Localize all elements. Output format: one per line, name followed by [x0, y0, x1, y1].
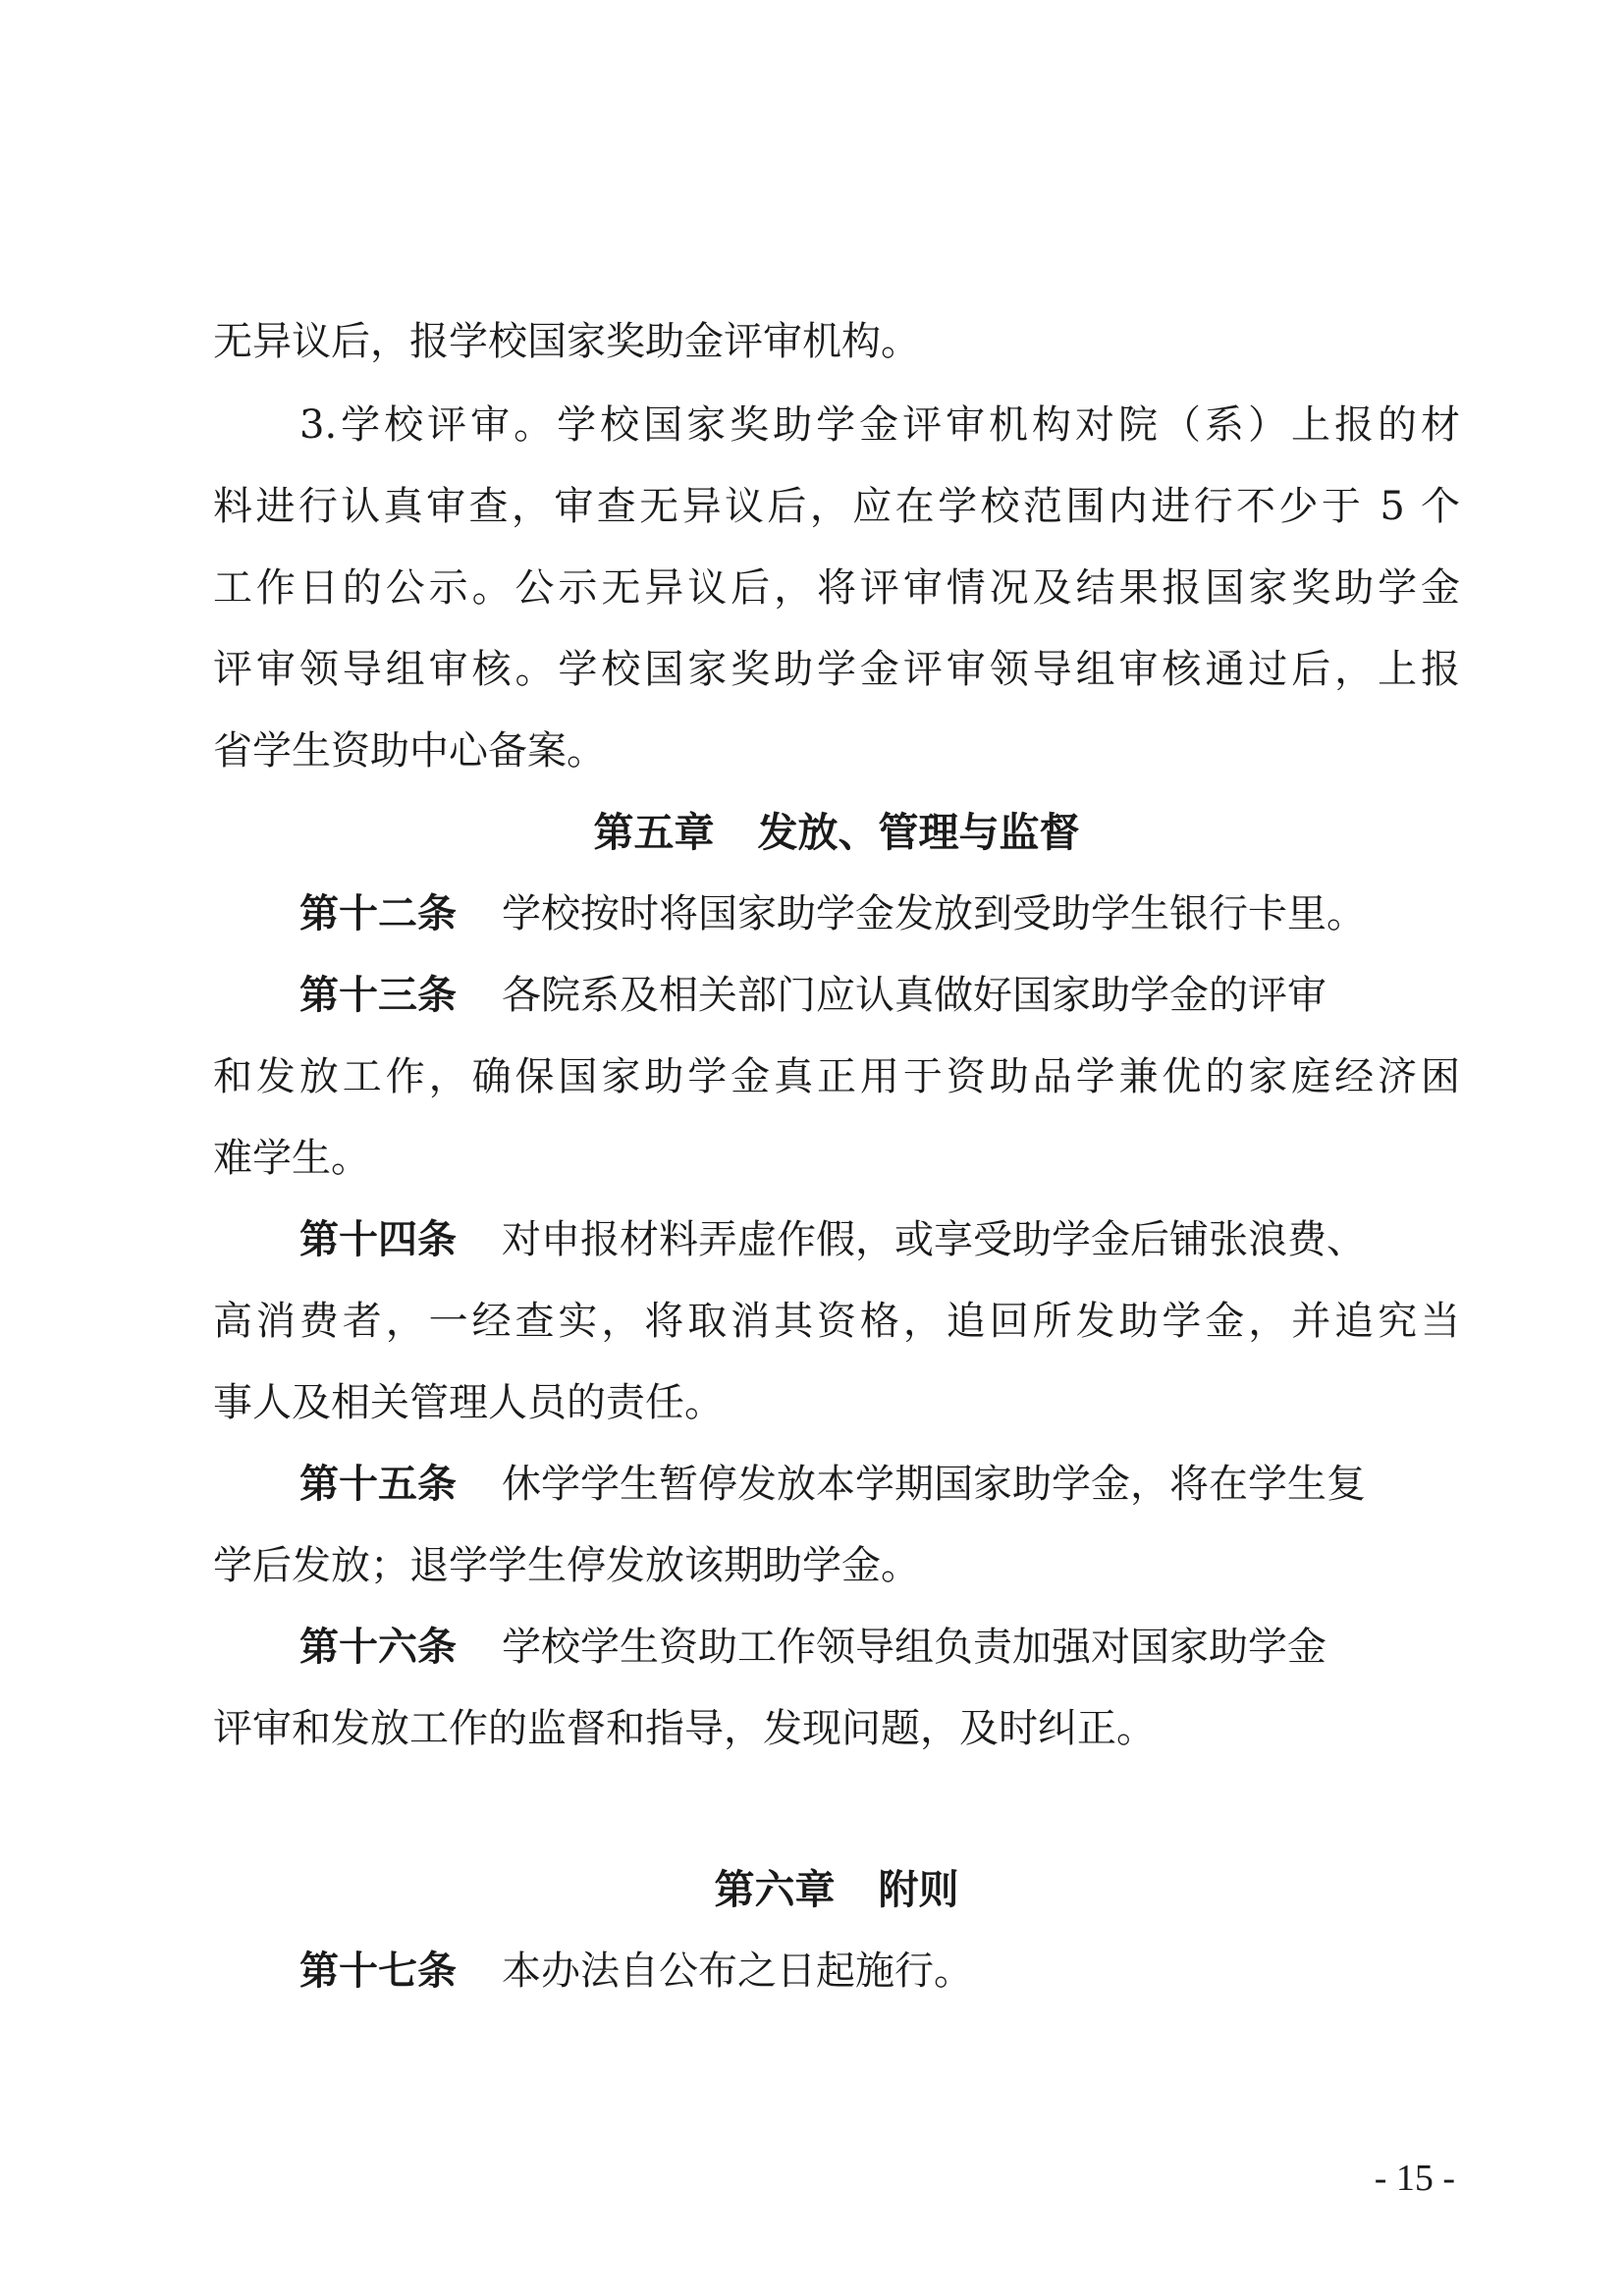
article-12 [213, 873, 1460, 955]
paragraph-line: 料进行认真审查，审查无异议后，应在学校范围内进行不少于 5 个 [213, 484, 1460, 529]
article-number: 第十二条 [299, 891, 457, 936]
article-17 [213, 1930, 1460, 2012]
article-text: 学校按时将国家助学金发放到受助学生银行卡里。 [502, 891, 1366, 936]
paragraph-line: 3.学校评审。学校国家奖助学金评审机构对院（系）上报的材 [299, 402, 1460, 448]
paragraph-line: 学后发放；退学学生停发放该期助学金。 [213, 1543, 920, 1588]
paragraph-line: 事人及相关管理人员的责任。 [213, 1380, 724, 1425]
chapter-heading [213, 791, 1460, 874]
article-13 [213, 954, 1460, 1037]
article-text: 各院系及相关部门应认真做好国家助学金的评审 [502, 973, 1326, 1018]
paragraph-line: 工作日的公示。公示无异议后，将评审情况及结果报国家奖助学金 [213, 565, 1460, 611]
article-number: 第十六条 [299, 1625, 457, 1670]
article-number: 第十三条 [299, 973, 457, 1018]
article-number: 第十五条 [299, 1462, 457, 1507]
paragraph-line: 省学生资助中心备案。 [213, 728, 606, 774]
article-text: 本办法自公布之日起施行。 [502, 1949, 973, 1994]
paragraph-line: 难学生。 [213, 1136, 370, 1181]
chapter-title: 发放、管理与监督 [757, 809, 1080, 856]
chapter-heading [213, 1848, 1460, 1931]
page-number: - 15 - [1374, 2158, 1455, 2199]
article-text: 学校学生资助工作领导组负责加强对国家助学金 [502, 1625, 1326, 1670]
article-16 [213, 1606, 1460, 1688]
chapter-number: 第六章 [714, 1866, 836, 1913]
article-number: 第十四条 [299, 1217, 457, 1262]
paragraph-line: 和发放工作，确保国家助学金真正用于资助品学兼优的家庭经济困 [213, 1054, 1460, 1099]
chapter-title: 附则 [878, 1866, 959, 1913]
article-text: 休学学生暂停发放本学期国家助学金，将在学生复 [502, 1462, 1366, 1507]
paragraph-line: 高消费者，一经查实，将取消其资格，追回所发助学金，并追究当 [213, 1299, 1460, 1344]
article-number: 第十七条 [299, 1949, 457, 1994]
article-text: 对申报材料弄虚作假，或享受助学金后铺张浪费、 [502, 1217, 1366, 1262]
article-15 [213, 1443, 1460, 1525]
chapter-number: 第五章 [593, 809, 715, 856]
article-14 [213, 1199, 1460, 1281]
paragraph-line: 无异议后，报学校国家奖助金评审机构。 [213, 319, 920, 364]
paragraph-line: 评审领导组审核。学校国家奖助学金评审领导组审核通过后，上报 [213, 647, 1460, 692]
paragraph-line: 评审和发放工作的监督和指导，发现问题，及时纠正。 [213, 1706, 1156, 1751]
